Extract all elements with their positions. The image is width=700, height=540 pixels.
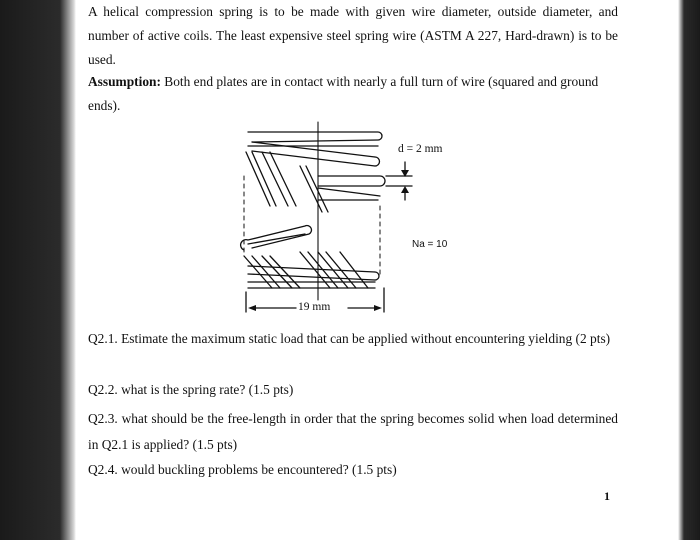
spring-coils-lower: [241, 226, 379, 288]
wire-diameter-label: d = 2 mm: [398, 143, 443, 155]
question-2-2: Q2.2. what is the spring rate? (1.5 pts): [88, 382, 294, 397]
question-2-1: Q2.1. Estimate the maximum static load that can be applied without encountering yielding (2 pts): [88, 331, 611, 346]
assumption-text: Both end plates are in contact with nearly a full turn of wire (squared and ground ends).: [88, 74, 599, 113]
question-2-4: Q2.4. would buckling problems be encountered? (1.5 pts): [88, 462, 397, 477]
wire-diameter-dimension: [386, 162, 412, 200]
question-2-3: Q2.3. what should be the free-length in order that the spring becomes solid when load determined in Q2.1 is applied? (1.5 pts): [88, 411, 618, 452]
assumption-label: Assumption:: [88, 74, 161, 89]
outside-diameter-label: 19 mm: [298, 301, 331, 313]
active-coils-label: Na = 10: [412, 239, 448, 250]
spring-coils-upper: [246, 152, 385, 212]
spring-top-coils: [248, 132, 382, 166]
page-number: 1: [604, 489, 610, 503]
problem-statement: A helical compression spring is to be made with given wire diameter, outside diameter, and number of active coils. The least expensive steel spring wire (ASTM A 227, Hard-drawn) is to be used.: [88, 4, 618, 67]
